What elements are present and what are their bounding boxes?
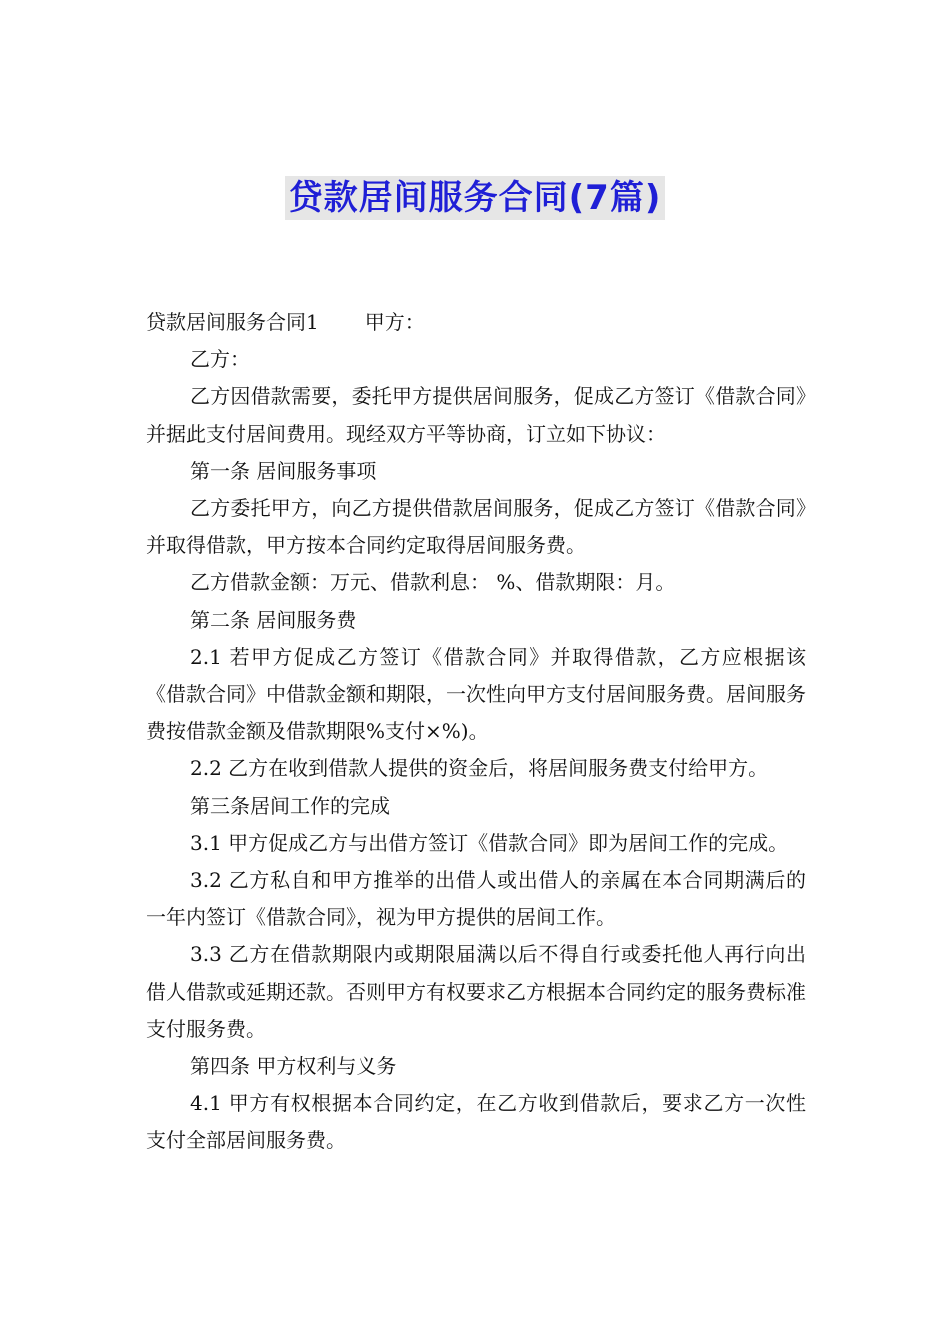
paragraph: 2.1 若甲方促成乙方签订《借款合同》并取得借款，乙方应根据该《借款合同》中借款金额和期限，一次性向甲方支付居间服务费。居间服务费按借款金额及借款期限%支付×%)。 bbox=[146, 644, 806, 744]
section-heading: 第一条 居间服务事项 bbox=[190, 458, 377, 483]
paragraph: 3.3 乙方在借款期限内或期限届满以后不得自行或委托他人再行向出借人借款或延期还款。否则甲方有权要求乙方根据本合同约定的服务费标准支付服务费。 bbox=[146, 942, 806, 1041]
first-line bbox=[146, 304, 806, 341]
paragraph: 乙方因借款需要，委托甲方提供居间服务，促成乙方签订《借款合同》并据此支付居间费用。现经双方平等协商，订立如下协议： bbox=[146, 384, 806, 446]
section-heading: 第二条 居间服务费 bbox=[190, 607, 357, 632]
contract-heading-1: 贷款居间服务合同1 bbox=[146, 310, 319, 334]
paragraph: 乙方借款金额：万元、借款利息： %、借款期限：月。 bbox=[190, 570, 676, 595]
section-heading: 第四条 甲方权利与义务 bbox=[190, 1054, 397, 1079]
paragraph: 乙方委托甲方，向乙方提供借款居间服务，促成乙方签订《借款合同》并取得借款，甲方按本合同约定取得居间服务费。 bbox=[146, 496, 806, 558]
document-title: 贷款居间服务合同(7篇) bbox=[285, 176, 666, 220]
paragraph: 4.1 甲方有权根据本合同约定，在乙方收到借款后，要求乙方一次性支付全部居间服务费。 bbox=[146, 1091, 806, 1153]
paragraph: 3.2 乙方私自和甲方推举的出借人或出借人的亲属在本合同期满后的一年内签订《借款合同》，视为甲方提供的居间工作。 bbox=[146, 868, 806, 930]
document-body bbox=[146, 304, 806, 1160]
title-block bbox=[0, 176, 950, 220]
section-heading: 第三条居间工作的完成 bbox=[190, 793, 390, 818]
party-a-label: 甲方： bbox=[364, 310, 425, 334]
paragraph: 乙方： bbox=[190, 347, 250, 372]
paragraph: 2.2 乙方在收到借款人提供的资金后，将居间服务费支付给甲方。 bbox=[190, 756, 769, 781]
paragraph: 3.1 甲方促成乙方与出借方签订《借款合同》即为居间工作的完成。 bbox=[190, 830, 789, 855]
